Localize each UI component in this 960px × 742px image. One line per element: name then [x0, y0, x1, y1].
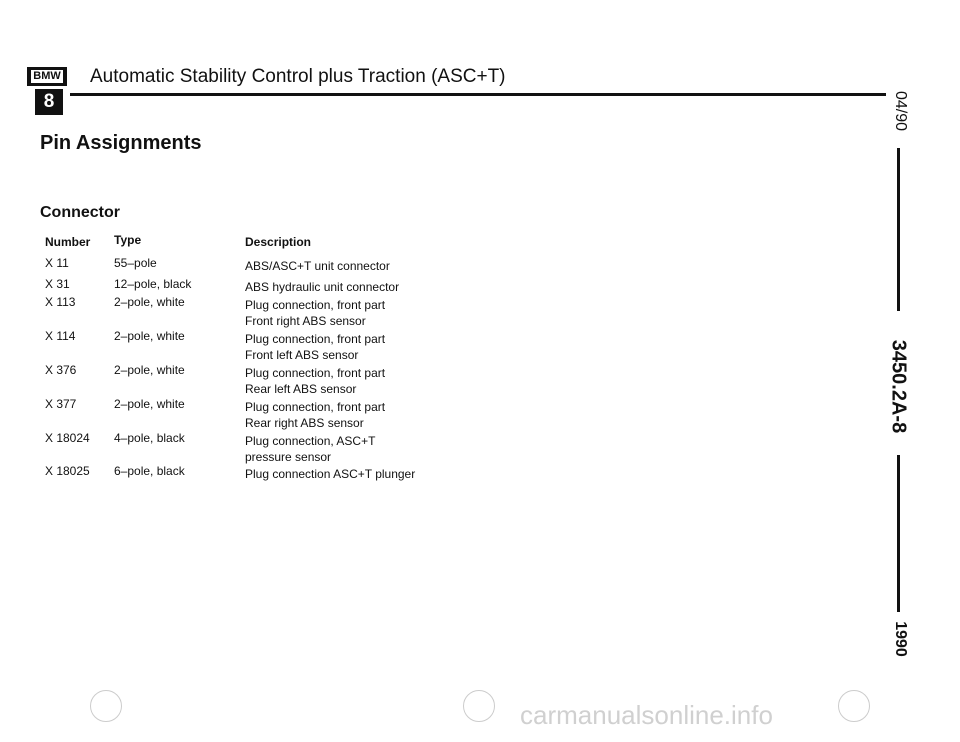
- punch-hole: [838, 690, 870, 722]
- row-description: Plug connection, front part: [245, 366, 386, 380]
- section-title: Connector: [40, 204, 120, 221]
- header-title: Automatic Stability Control plus Traction (ASC+T): [90, 66, 506, 87]
- header-description: Description: [245, 235, 312, 249]
- row-type: 2–pole, white: [114, 397, 185, 411]
- row-number: X 11: [45, 256, 69, 270]
- row-description: Plug connection ASC+T plunger: [245, 467, 416, 481]
- logo-text: BMW: [31, 70, 63, 83]
- side-page-ref: 3450.2A-8: [887, 339, 910, 434]
- row-number: X 376: [45, 363, 77, 377]
- row-number: X 377: [45, 397, 77, 411]
- bmw-logo: [27, 67, 69, 113]
- side-year: 1990: [892, 621, 909, 657]
- logo-number: 8: [35, 89, 63, 115]
- row-number: X 31: [45, 277, 70, 291]
- row-type: 4–pole, black: [114, 431, 185, 445]
- row-description: Plug connection, front part: [245, 332, 386, 346]
- row-type: 6–pole, black: [114, 464, 185, 478]
- row-number: X 18025: [45, 464, 90, 478]
- watermark: carmanualsonline.info: [520, 700, 773, 730]
- punch-hole: [90, 690, 122, 722]
- row-number: X 114: [45, 329, 76, 343]
- page-title: Pin Assignments: [40, 132, 202, 154]
- row-type: 55–pole: [114, 256, 157, 270]
- row-number: X 113: [45, 295, 76, 309]
- row-description: Plug connection, front part: [245, 298, 386, 312]
- row-type: 2–pole, white: [114, 295, 185, 309]
- punch-hole: [463, 690, 495, 722]
- row-type: 12–pole, black: [114, 277, 192, 291]
- row-description: ABS hydraulic unit connector: [245, 280, 400, 294]
- row-number: X 18024: [45, 431, 90, 445]
- row-description: Plug connection, front part: [245, 400, 386, 414]
- row-description: Rear right ABS sensor: [245, 416, 364, 430]
- side-date: 04/90: [892, 90, 909, 132]
- row-description: Rear left ABS sensor: [245, 382, 357, 396]
- row-type: 2–pole, white: [114, 329, 185, 343]
- row-description: pressure sensor: [245, 450, 332, 464]
- row-description: Front right ABS sensor: [245, 314, 366, 328]
- header-number: Number: [45, 235, 91, 249]
- row-description: ABS/ASC+T unit connector: [245, 259, 390, 273]
- side-rule-1: [897, 148, 900, 311]
- row-description: Front left ABS sensor: [245, 348, 359, 362]
- row-description: Plug connection, ASC+T: [245, 434, 376, 448]
- row-type: 2–pole, white: [114, 363, 185, 377]
- side-rule-2: [897, 455, 900, 612]
- header-type: Type: [114, 233, 142, 247]
- header-rule: [70, 93, 886, 96]
